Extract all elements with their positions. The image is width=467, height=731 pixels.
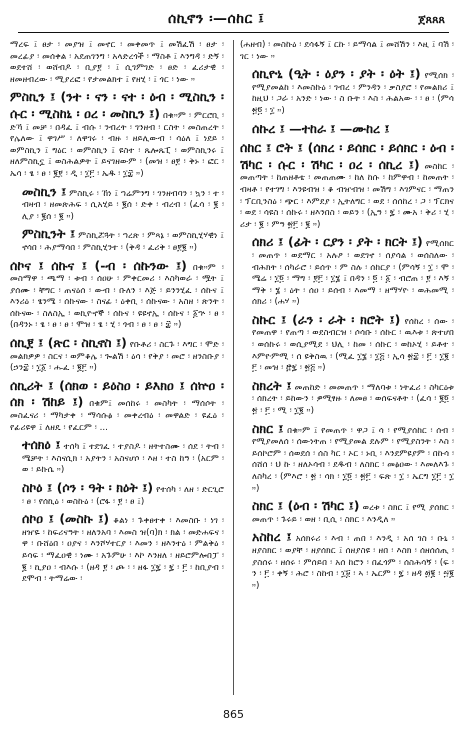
headword: መስኪን ፤	[22, 183, 67, 199]
dictionary-entry	[240, 40, 454, 63]
right-column	[240, 40, 454, 695]
headword: ስኮዕ ፤ (ሶን ፡ ዓት ፡ ክዕት ፤)	[22, 480, 154, 495]
entry-text: የቡቶሪ ፡ ስርጉ ፡ እግር ፡ ሞድ ፡ መልክዎዎ ፡ ስርና ፡ ወምቆሌ ፡ ጐልሽ ፡ ዕሳ ፡ የቅያ ፡ መሮ ፡ ዘንስቡያ ፡ (ኃን፰ ፡ ፲፩ ፡ ሑፈ ፡ ፪፫ ።)	[10, 340, 224, 374]
headword: ስክረት ፤	[252, 377, 292, 393]
entry-text: የተሰካ ፡ ለዘ ፡ ድርጊሮ ፡ ፀ ፡ የሰኪዕ ፡ ወስኩዕ ፡ (ሮፋ ፡ ፻ ፡ ፀ ፤)	[22, 485, 224, 507]
entry-text: ምስኪሯጓት ፡ ኀረጽ ፡ ምጻኔ ፡ ወምስኪሂሃዊነ ፤ ኖሳበ ፡ ሕያማሳበ ፡ ምስኪሂንተ ፡ (ቅዳ ፡ ፈሪቅ ፡ ፀ፻፪ ።)	[22, 231, 224, 253]
entry-text: የሚሰክር ፡ መጠጥ ፡ ወደማር ፡ አሉዖ ፡ ወደገኖ ፡ ሰያሳል ፡ ወሰስለው ፡ ብሕክት ፡ ሰካራሮ ፡ ይሰጥ ፡ ም ስሉ ፡ ሰከርያ ፡ (ምሳኝ ፡ ፲ ፡ ሞ ፡ ሜሬ ፡ ፲፬ ፡ ማግ ፡ ፻፫ ፡ ፲፮ ፤ በዳን ፡ ፬ ፡ ፩ ፡ ብሮጠ ፡ ፻ ፡ እኝ ፡ ማቅ ፡ ፮ ፡ ዕት ፡ ሰዐ ፡ ይሰብ ፡ እመማ ፡ ዘማሃዮ ፡ ወሕመሚ ፡ ሰክሪ ፡ (ሐሃ ።)	[252, 239, 454, 308]
entry-text: ተሰካ ፤ ተደገፈ ፡ ተያስዶ ፡ ዘትተስሙ ፡ ሰደ ፡ ትብ ፡ ሜቻት ፡ እስናሲክ ፡ አያትን ፡ አስናሆሶ ፡ እዘ ፡ ተስ ከዓ ፡ (አርም ፡ ወ ፡ ይኩሴ ።)	[22, 442, 224, 476]
page-number: 865	[223, 708, 244, 721]
headword: ስክር ፤	[252, 420, 284, 436]
entry-text: የሚሰክ ፡ የሚያመልከ ፡ እመስኩዕ ፡ ገብረ ፡ ምንዳን ፡ ቃስያሮ ፡ የመልክሪ ፤ ከዚህ ፡ ጋራ ፡ አንድ ፡ ነው ፡ ስ ቡት ፡ እስ ፡ ሕልአው ፡ ፡ ፀ ፡ (ምሳ ፳፬ ፡ ፲ ።)	[252, 71, 454, 116]
headword: ስኩር ፤ (ራን ፡ ራት ፡ ክሮት ፤)	[252, 311, 401, 327]
dictionary-entry	[10, 184, 224, 224]
page-code: ጀጸጸጸ	[418, 13, 445, 26]
dictionary-entry	[10, 480, 224, 508]
page-header	[18, 10, 449, 33]
dictionary-entry	[10, 511, 224, 586]
dictionary-entry	[10, 335, 224, 375]
entry-text: (ሐዘብ) ፡ መስኩዕ ፡ ደሳፋኝ ፤ ርኩ ፡ ይማሳል ፤ መሸሽን ፡ እዚ ፤ ባሽ ፡ ገር ፡ ነው ።	[240, 40, 454, 62]
dictionary-entry	[10, 378, 224, 434]
headword: ሰኮዐ ፤ (መስኩ ፤)	[22, 511, 110, 527]
dictionary-entry	[240, 121, 454, 138]
column-divider	[233, 40, 234, 695]
entry-text: ቆልነ ፡ ጉቀፀተቀ ፡ እመስቡ ፡ ነገ ፡ ዘዠዬ ፡ ከፍሪናዓት ፡ ዘለንአባ ፡ እመስ ዝ(ባ)ክ ፡ ክል ፡ መድሐፍና ፡ ዋ ፡ ቡሸዕበ ፡ ዐያና ፡ እንሾሃተርያ ፡ እመን ፡ ዘእንተዕ ፡ ምልቅዕ ፡ ይሳፍ ፡ ማፈዐዊ ፡ ነሙ ፡ አጉምሁ ፡ እኮ እንዘለ ፡ ዘይሮምሎበፓ ፡ ፪ ፡ ኪያዐ ፡ ብእሱ ፡ (ዘዳ ፻ ፡ ጮ ፡ ፡ ዘፋ ፲፯ ፡ ፯ ፡ ፫ ፡ ከቢያብ ፡ ደሞብ ፡ ትማሬው ፡	[22, 516, 224, 585]
entry-text: መጠከድ ፡ መመጠጥ ፡ ማለባቱ ፡ ነትፈሪ ፡ ስካርዕቱ ፡ ሰክረት ፡ ይከውን ፡ ዎሚፃዙ ፡ ለመፀ ፡ ወሰፍናቶት ፡ (ፈሳ ፡ ፪፬ ፡ ፳ ፡ ፫ ፡ ሚ ፡ ፲፪ ።)	[252, 382, 454, 417]
entry-text: በቁ።ም ፤ የመጠጥ ፡ ዋጋ ፤ ሳ ፡ የሚያሰከር ፡ ሰብ ፡ የሚያመለሰ ፡ ሰውነትጠ ፡ የሚያመል ደሉም ፡ የሚያስንት ፡ እስ ፡ ይሰኮሮም ፡ ሰወደሰ ፡ ሰስ ካር ፡ ኦር ፡ ኑቢ ፡ እንደምዩያም ፡ በኩሳ ፡ ሰሸሰ ፡ ህ ኩ ፡ ዘለኦሳብ ፡ ደዱብ ፡ ለስክር ፡ መፅዐው ፡ እመለእጉ ፡ ለስካረ ፡ (ምእሮ ፡ ፳ ፡ ሳክ ፡ ፲፬ ፡ ፳፫ ፡ ፍጽ ፡ ፲ ፡ ኤርግ ፲፫ ፡ ፲ ።)	[252, 425, 454, 494]
headword: ሰኩረ ፤ —ተከራ ፤ —ሙከረ ፤	[252, 120, 390, 136]
dictionary-entry	[10, 40, 224, 86]
dictionary-entry	[240, 421, 454, 496]
entry-text: ምስኪሩ ፡ ኸነ ፤ ኀሬምንግ ፡ ገንዘብባን ፡ ኳን ፡ ተ ፡ ብዛብ ፡ ዘመጽሕፍ ፡ ሲአሂይ ፡ ፪ሰ ፡ ድቀ ፡ ብረብ ፡ (ፈሳ ፡ ፪ ፡ ሊያ ፡ ፪ሰ ፡ ፪ ።)	[22, 188, 224, 222]
headword: ሰኪዮኒ (ዒት ፡ ዕያን ፡ ያት ፡ ዕት ፤)	[252, 66, 421, 82]
headword: ተሰክዕ ፤	[22, 437, 61, 453]
entry-text: አሰክሩሪ ፡ እብ ፡ ጠበ ፡ እንዲ ፡ አሰ ገስ ፡ ቡኒ ፡ ዘያስክር ፡ ወያቸ ፡ ዘያሰክር ፤ ሰዘያስዩ ፡ ዘበ ፡ እስክ ፡ ሰዘሰሰጢ ፡ ያስሰሩ ፡ ዘሰሩ ፡ ምሰይበ ፡ አሰ ከሮን ፡ በፈጎም ፡ ሰስሕሳኝ ፡ (ፍ ፡ ን ፡ ፫ ፡ ቀኝ ፡ ሕሮ ፡ ስከብ ፡ ፲፱ ፡ ኣ ፡ ኤርም ፡ ፯ ፡ ዘዳ ፴፪ ፡ ፵፪ ።)	[252, 534, 454, 591]
entry-text: በቁ።ም ፡ መስማዋ ፡ ጫማ ፡ ቱብ ፡ ሰዐሁ ፡ ምቀርመሪ ፡ እስካወራ ፡ ሟት ፤ ያሰሙ ፡ ቸግር ፡ ጠናዕሰ ፡ ውብ ፡ ቡለን ፡ እጅ ፡ ይንንሂፈ ፡ ሰኩና ፤ እንሪዕ ፡ ፄንሜ ፡ ሰኩናው ፡ ስናፊ ፡ ዕቀቢ ፡ ሰኩናው ፡ አስዘ ፡ ጽንት ፡ ሰኩናው ፡ ስለስኢ ፡ ወኪዮኖኞ ፡ ሰኩና ፡ ዩዩኖኢ ፡ ሰኩና ፡ ፩ኍ ፡ ፀ ፡ (በዳንኑ ፡ ፄ ፡ ፀ ፡ ፀ ፡ ሞዝ ፡ ፄ ፡ ሂ ፡ ጎብ ፡ ፀ ፡ ፀ ፡ ፰ ።)	[10, 262, 224, 331]
headword: ሰኮና ፤ ሰኩና ፤ (-ብ ፡ ሰኩንው ፤)	[10, 257, 187, 273]
two-column-body	[10, 40, 457, 695]
dictionary-entry	[240, 529, 454, 592]
headword: ሰክሪ ፤ (ፊት ፡ ርያን ፡ ያት ፡ ክርት ፤)	[252, 234, 423, 250]
dictionary-entry	[10, 258, 224, 333]
headword: ሰኪ፻ ፤ (ጽር ፡ ስኪኖስ ፤)	[10, 335, 127, 351]
entry-text: የሰከረ ፡ ሰው ፡ የመጠዋ ፡ የጠጣ ፡ ወደስብርዝ ፡ ሶሳቡ ፡ ሰኩር ፡ ዉእቱ ፡ ጽተሆበ ፡ ወሰኩሩ ፡ ወሲያሚደ ፡ ህሊ ፡ ከመ ፡ ሰኩር ፡ ወከኦሂ ፡ ይቶተ ፡ እምዮምሚ ፡ ሰ ዩቅስዉ ፡ (ሚፈ ፲፮ ፡ ፲፭ ፡ ኢሳ ፳፰ ፡ ፫ ፡ ፲፪ ፡ ፫ ፡ መዝ ፡ ፸፯ ፡ ፳፭ ።)	[252, 316, 454, 374]
dictionary-entry	[240, 378, 454, 418]
dictionary-entry	[10, 226, 224, 254]
entry-text: ወረቱ ፡ ስክር ፤ የሚ ያሰክር ፡ መጠጥ ፡ ጉሩይ ፡ ወዘ ፡ ቢሲ ፡ ስክር ፡ እንዲለ ።	[252, 503, 454, 525]
left-column	[10, 40, 224, 695]
headword: ሰከር ፤ ሮት ፤ (ሰክረ ፡ ይሰክር ፡ ይሰክር ፡ ዕብ ፡ ሽካር ፡ ሱር ፡ ሽካር ፡ ዐረ ፡ ሰኪረ ፤)	[240, 140, 454, 172]
entry-text: በቁ።ም ፡ ምርሮቢ ፡ ድኻ ፤ መቻ ፡ በዳፈ ፤ ብሱ ፡ ንብረት ፡ ገንዘብ ፡ ርስት ፡ መስጠረት ፡ የሌለው ፤ ዋገሥ ፡ ለዋገሩ ፡ ብዙ ፡ ዘይሊውብ ፡ ሳዕለ ፤ ነደይ ፡ ወምስኪን ፤ ግዕር ፡ ወምስኪን ፤ ዩስተ ፡ ጼሎጼፒ ፡ ወምስኪንሩ ፤ ዘለምስኪኗ ፤ ወስሕልዎት ፤ ይናገዘውም ፡ (መዝ ፡ ፀ፻ ፡ ቅኑ ፡ ፎር ፡ ኤሳ ፡ ፄ ፡ ፀ ፡ ፪፻ ፡ ዲ ፡ ፲፫ ፡ ኤዱ ፡ ፲፰ ።)	[10, 110, 224, 179]
headword: አስከረ ፤	[252, 529, 292, 545]
dictionary-entry	[240, 66, 454, 117]
dictionary-entry	[240, 312, 454, 375]
entry-text: በቁም፤ መሰከሩ ፡ መስካት ፡ ማሰሶት ፡ መስፈናሪ ፡ ማካታቀ ፡ ማሳሱፅ ፡ መቀረብዕ ፡ መዋልድ ፡ ዩፈዕ ፡ የፊሪዩዋ ፤ ለዘዴ ፡ የፈርም ፡ ...	[10, 399, 224, 433]
dictionary-entry	[240, 140, 454, 231]
running-head: ሰኪኖን ፡—ሰከር ፤	[168, 11, 265, 27]
headword: ምስኪን ፤ (ንተ ፡ ናን ፡ ናተ ፡ ዕብ ፡ ሚስኪን ፡ ሱር ፡ ሚስከኒ ፡ ዐረ ፡ መስኪን ፤)	[10, 89, 224, 121]
dictionary-entry	[240, 234, 454, 309]
headword: ምስኪንት ፤	[22, 226, 76, 242]
dictionary-entry	[240, 498, 454, 526]
entry-text: መስከር ፡ መጠጣት ፡ ከጠዘቶቴ ፡ መጠጠሙ ፡ ከለ ከሱ ፡ ከምዋብ ፡ ከመጠት ፡ ብዛቶ ፡ የተገግ ፡ እንዩብዝ ፡ ቆ ብዠብዝ ፡ መሽግ ፡ እገምናር ፡ ማጠን ፡ ፕርቢንስዕ ፡ ጭር ፡ እምደያ ፡ ኢትለግር ፡ ወደ ፡ ሰሰከረ ፡ ጋ ፡ ፕርክና ፡ ወደ ፡ ሳዩስ ፡ ሰኩሩ ፡ ዘእንበስ ፡ ወይን ፡ (ኢዓ ፡ ፯ ፡ ሙአ ፡ ቅሪ ፡ ሂ ፡ ሪታ ፡ ፪ ፡ ምዓ ፳፫ ፡ ፪ ።)	[240, 161, 454, 230]
dictionary-entry	[10, 89, 224, 180]
headword: ሰኪሪት ፤ (ሰክወ ፡ ይዕስዐ ፡ ይእክዐ ፤ ሰኵዐ ፡ ሰክ ፡ ሽከይ ፤)	[10, 377, 224, 410]
entry-text: ማረፍ ፤ ፀታ ፡ መያዝ ፤ መኖር ፡ መቀመጥ ፤ መሽፈሽ ፡ ፀታ ፡ መረፊያ ፡ መሰቀል ፡ አደጠገንግ ፡ አላድረጎች ፡ ማስቶ ፤ እንግዳ ፡ ድኝ ፡ ወደተሸ ፡ ወሸብዶ ፡ ቢያ፻ ፡ ፤ ሲገምገድ ፡ ፀድ ፡ ፈሪታዊ ፡ ዘመዘብረው ፡ ሚያረፎ ፡ የታመልክተ ፤ የዘሂ ፡ ፤ ጎር ፡ ነው ።	[10, 40, 224, 85]
dictionary-entry	[10, 437, 224, 477]
headword: ስክር ፤ (ዕብ ፡ ሽካር ፤)	[252, 498, 360, 514]
